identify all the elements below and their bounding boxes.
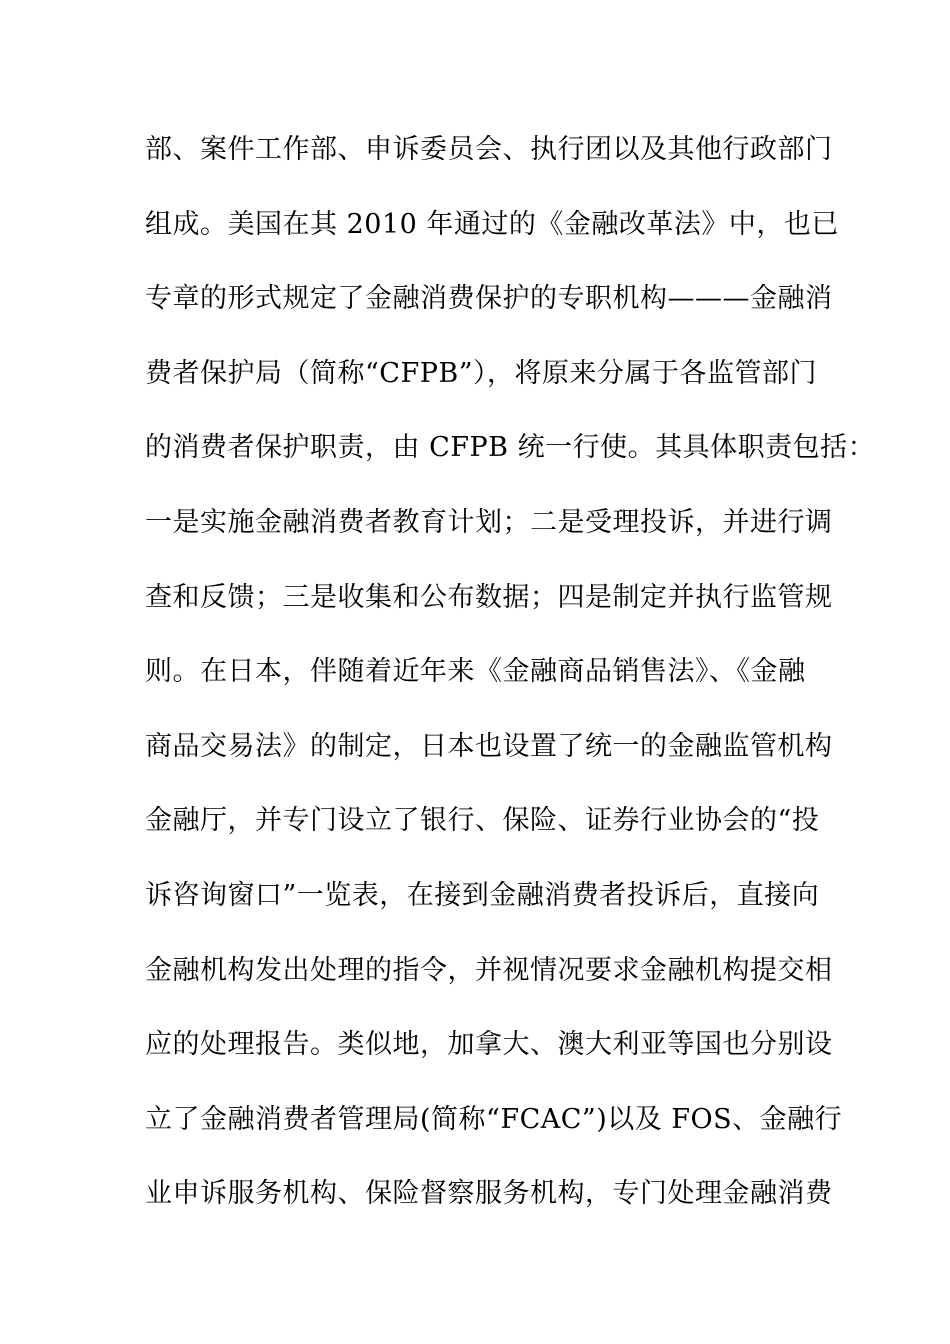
text-line: 业申诉服务机构、保险督察服务机构，专门处理金融消费: [145, 1178, 833, 1210]
text-line: 应的处理报告。类似地，加拿大、澳大利亚等国也分别设: [145, 1029, 833, 1061]
text-line: 诉咨询窗口”一览表，在接到金融消费者投诉后，直接向: [145, 879, 820, 911]
text-line: 部、案件工作部、申诉委员会、执行团以及其他行政部门: [145, 134, 833, 165]
text-line: 金融厅，并专门设立了银行、保险、证券行业协会的“投: [145, 805, 820, 837]
text-line: 则。在日本，伴随着近年来《金融商品销售法》、《金融: [145, 656, 806, 688]
text-line: 金融机构发出处理的指令，并视情况要求金融机构提交相: [145, 954, 833, 986]
text-line: 查和反馈；三是收集和公布数据；四是制定并执行监管规: [145, 581, 833, 613]
text-line: 组成。美国在其 2010 年通过的《金融改革法》中，也已: [145, 208, 839, 240]
body-text: [145, 128, 876, 1247]
text-line: 的消费者保护职责，由 CFPB 统一行使。其具体职责包括：: [145, 432, 876, 464]
text-line: 立了金融消费者管理局(简称“FCAC”)以及 FOS、金融行: [145, 1103, 843, 1135]
text-line: 费者保护局（简称“CFPB”），将原来分属于各监管部门: [145, 357, 818, 389]
text-line: 商品交易法》的制定，日本也设置了统一的金融监管机构: [145, 730, 833, 762]
text-line: 专章的形式规定了金融消费保护的专职机构———金融消: [145, 283, 833, 315]
text-line: 一是实施金融消费者教育计划；二是受理投诉，并进行调: [145, 506, 833, 538]
